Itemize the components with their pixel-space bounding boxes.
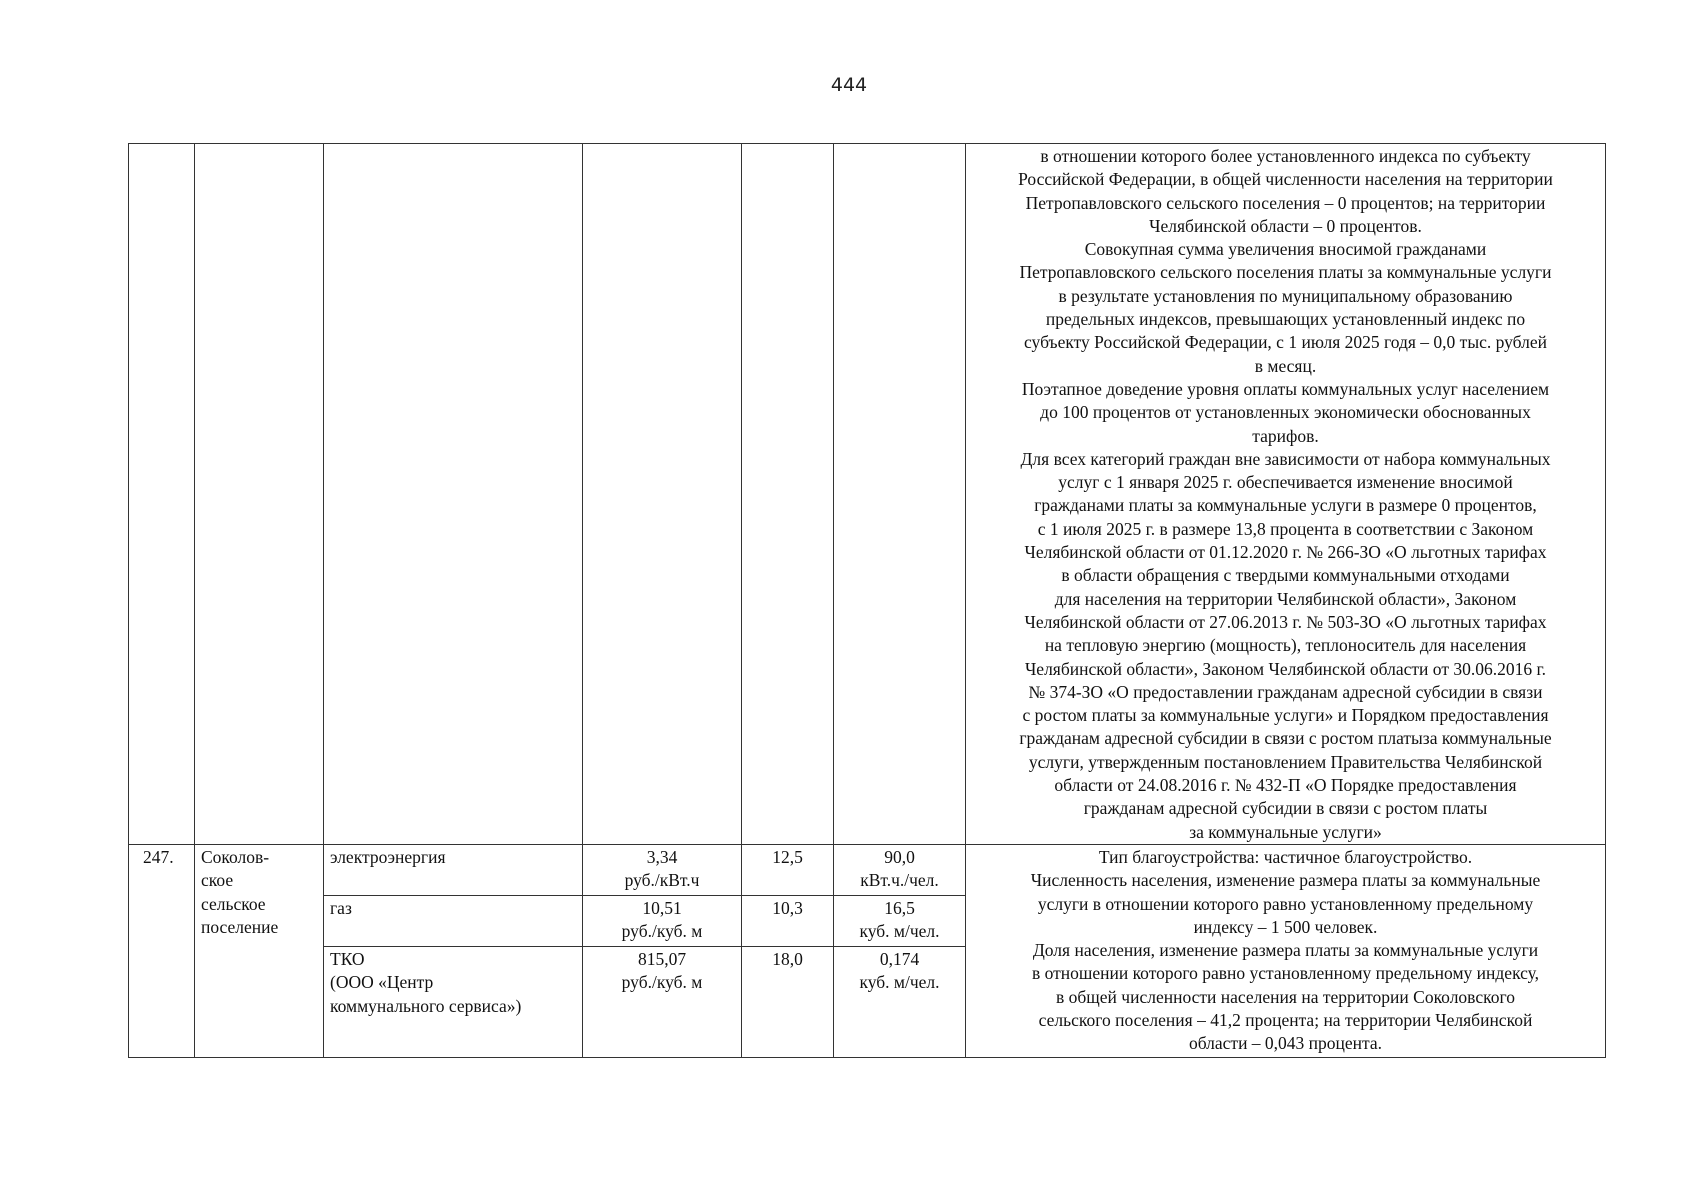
description-line: на тепловую энергию (мощность), теплоноситель для населения (1044, 635, 1527, 656)
entry-number: 247. (129, 844, 195, 1057)
service-name (324, 947, 583, 1057)
description-line: Челябинской области от 27.06.2013 г. № 503-ЗО «О льготных тарифах (1024, 611, 1547, 632)
description-line: гражданам адресной субсидии в связи с ростом платы (1083, 798, 1488, 819)
description-line: гражданами платы за коммунальные услуги в размере 0 процентов, (1034, 495, 1537, 516)
service-name-line: (ООО «Центр (330, 972, 434, 993)
cell-index-empty (742, 144, 834, 845)
norm-value: 90,0 (884, 846, 915, 867)
cell-norm-empty (834, 144, 966, 845)
description-line: в области обращения с твердыми коммунальными отходами (1061, 565, 1510, 586)
service-name-line: газ (330, 898, 352, 919)
norm-unit: куб. м/чел. (859, 972, 940, 993)
service-tariff (583, 896, 742, 947)
description-line: услуги в отношении которого равно установленному предельному (1037, 893, 1534, 914)
description-line: сельского поселения – 41,2 процента; на территории Челябинской (1038, 1009, 1533, 1030)
description-line: гражданам адресной субсидии в связи с ростом платыза коммунальные (1019, 728, 1552, 749)
norm-unit: куб. м/чел. (859, 921, 940, 942)
service-index: 10,3 (742, 896, 834, 947)
tariff-value: 3,34 (646, 846, 678, 867)
service-name-line: ТКО (330, 949, 365, 970)
service-index: 18,0 (742, 947, 834, 1057)
description-line: Челябинской области – 0 процентов. (1149, 215, 1422, 236)
description-line: в месяц. (1254, 355, 1317, 376)
description-line: Для всех категорий граждан вне зависимости от набора коммунальных (1020, 448, 1551, 469)
description-line: для населения на территории Челябинской области», Законом (1054, 588, 1517, 609)
norm-value: 16,5 (884, 898, 915, 919)
description-line: в результате установления по муниципальному образованию (1058, 285, 1513, 306)
description-line: в общей численности населения на территории Соколовского (1056, 986, 1515, 1007)
tariff-value: 815,07 (637, 949, 687, 970)
description-line: Российской Федерации, в общей численности населения на территории (1018, 169, 1553, 190)
description-line: с 1 июля 2025 г. в размере 13,8 процента в соответствии с Законом (1037, 518, 1534, 539)
page-number: 444 (830, 74, 868, 96)
cell-number-empty (129, 144, 195, 845)
description-line: № 374-ЗО «О предоставлении гражданам адресной субсидии в связи (1028, 681, 1543, 702)
description-line: Доля населения, изменение размера платы за коммунальные услуги (1032, 940, 1539, 961)
service-name (324, 896, 583, 947)
description-line: услуг с 1 января 2025 г. обеспечивается изменение вносимой (1058, 472, 1513, 493)
description-line: услуги, утвержденным постановлением Правительства Челябинской (1028, 751, 1543, 772)
description-line: Совокупная сумма увеличения вносимой гражданами (1084, 239, 1487, 260)
description-line: в отношении которого равно установленному предельному индексу, (1031, 963, 1540, 984)
cell-settlement-empty (195, 144, 324, 845)
continuation-description (966, 144, 1606, 845)
tariff-table (128, 143, 1606, 1058)
description-line: индексу – 1 500 человек. (1193, 916, 1378, 937)
service-tariff (583, 947, 742, 1057)
service-tariff (583, 844, 742, 895)
service-name-line: электроэнергия (330, 846, 446, 867)
norm-value: 0,174 (879, 949, 920, 970)
description-line: субъекту Российской Федерации, с 1 июля 2025 годя – 0,0 тыс. рублей (1024, 332, 1547, 353)
settlement-name (195, 844, 324, 1057)
description-line: Петропавловского сельского поселения – 0 процентов; на территории (1025, 192, 1546, 213)
description-line: Численность населения, изменение размера платы за коммунальные (1030, 870, 1541, 891)
service-norm (834, 896, 966, 947)
description-line: Челябинской области от 01.12.2020 г. № 266-ЗО «О льготных тарифах (1024, 542, 1547, 563)
settlement-name-line: ское (201, 870, 234, 891)
cell-service-empty (324, 144, 583, 845)
description-line: с ростом платы за коммунальные услуги» и Порядком предоставления (1022, 705, 1549, 726)
description-line: в отношении которого более установленного индекса по субъекту (1040, 146, 1531, 166)
settlement-name-line: Соколов- (201, 846, 270, 867)
description-line: Петропавловского сельского поселения платы за коммунальные услуги (1019, 262, 1552, 283)
service-name-line: коммунального сервиса») (330, 995, 522, 1016)
entry-description (966, 844, 1606, 1057)
description-line: области от 24.08.2016 г. № 432-П «О Порядке предоставления (1054, 775, 1517, 796)
description-line: предельных индексов, превышающих установленный индекс по (1045, 309, 1526, 330)
description-line: области – 0,043 процента. (1188, 1033, 1383, 1054)
cell-tariff-empty (583, 144, 742, 845)
description-line: Челябинской области», Законом Челябинской области от 30.06.2016 г. (1024, 658, 1547, 679)
service-index: 12,5 (742, 844, 834, 895)
tariff-unit: руб./куб. м (621, 921, 703, 942)
service-norm (834, 947, 966, 1057)
service-norm (834, 844, 966, 895)
settlement-name-line: поселение (201, 916, 279, 937)
description-line: тарифов. (1252, 425, 1319, 446)
description-line: Поэтапное доведение уровня оплаты коммунальных услуг населением (1021, 378, 1550, 399)
norm-unit: кВт.ч./чел. (860, 870, 939, 891)
service-name (324, 844, 583, 895)
continuation-row (129, 144, 1606, 845)
table-row-electricity (129, 844, 1606, 895)
settlement-name-line: сельское (201, 893, 266, 914)
tariff-unit: руб./кВт.ч (624, 870, 700, 891)
tariff-unit: руб./куб. м (621, 972, 703, 993)
tariff-value: 10,51 (642, 898, 682, 919)
description-line: Тип благоустройства: частичное благоустройство. (1098, 846, 1473, 867)
description-line: до 100 процентов от установленных экономически обоснованных (1040, 402, 1531, 423)
description-line: за коммунальные услуги» (1189, 821, 1382, 842)
